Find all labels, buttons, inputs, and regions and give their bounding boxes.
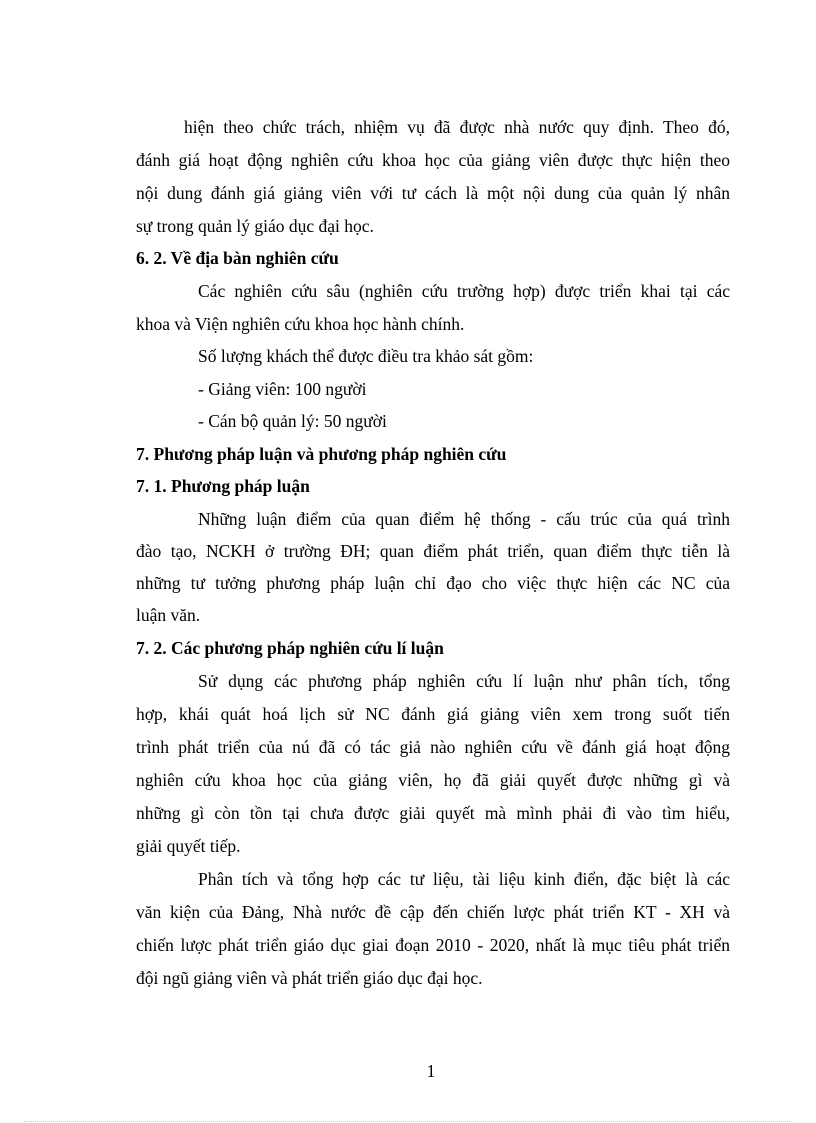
paragraph-line: luận văn. (136, 605, 201, 625)
paragraph-line: Các nghiên cứu sâu (nghiên cứu trường hợp) được triển khai tại các (198, 281, 730, 301)
paragraph-line: trình phát triển của nú đã có tác giả nào nghiên cứu về đánh giá hoạt động (136, 737, 730, 757)
paragraph-line: Những luận điểm của quan điểm hệ thống - cấu trúc của quá trình (198, 509, 730, 529)
paragraph-line: sự trong quản lý giáo dục đại học. (136, 216, 374, 236)
page-number: 1 (426, 1061, 436, 1081)
paragraph-line: đánh giá hoạt động nghiên cứu khoa học của giảng viên được thực hiện theo (136, 150, 730, 170)
section-heading-7-1: 7. 1. Phương pháp luận (136, 476, 310, 496)
section-heading-7: 7. Phương pháp luận và phương pháp nghiên cứu (136, 444, 507, 464)
paragraph-line: đội ngũ giảng viên và phát triển giáo dục đại học. (136, 968, 483, 988)
paragraph-line: những tư tưởng phương pháp luận chỉ đạo cho việc thực hiện các NC của (136, 573, 730, 593)
paragraph-line: những gì còn tồn tại chưa được giải quyết mà mình phải đi vào tìm hiểu, (136, 803, 730, 823)
paragraph-line: hiện theo chức trách, nhiệm vụ đã được nhà nước quy định. Theo đó, (184, 117, 730, 137)
paragraph-line: chiến lược phát triển giáo dục giai đoạn 2010 - 2020, nhất là mục tiêu phát triển (136, 935, 730, 955)
paragraph-line: văn kiện của Đảng, Nhà nước đề cập đến chiến lược phát triển KT - XH và (136, 902, 730, 922)
paragraph-line: hợp, khái quát hoá lịch sử NC đánh giá giảng viên xem trong suốt tiến (136, 704, 730, 724)
list-item: - Cán bộ quản lý: 50 người (198, 411, 387, 431)
paragraph-line: Sử dụng các phương pháp nghiên cứu lí luận như phân tích, tổng (198, 671, 730, 691)
page-divider (24, 1121, 792, 1122)
paragraph-line: nghiên cứu khoa học của giảng viên, họ đã giải quyết được những gì và (136, 770, 730, 790)
section-heading-7-2: 7. 2. Các phương pháp nghiên cứu lí luận (136, 638, 444, 658)
paragraph-line: nội dung đánh giá giảng viên với tư cách là một nội dung của quản lý nhân (136, 183, 730, 203)
section-heading-6-2: 6. 2. Về địa bàn nghiên cứu (136, 248, 339, 268)
list-item: - Giảng viên: 100 người (198, 379, 367, 399)
paragraph-line: Phân tích và tổng hợp các tư liệu, tài liệu kinh điển, đặc biệt là các (198, 869, 730, 889)
paragraph-line: giải quyết tiếp. (136, 836, 241, 856)
paragraph-line: khoa và Viện nghiên cứu khoa học hành chính. (136, 314, 465, 334)
paragraph-line: đào tạo, NCKH ở trường ĐH; quan điểm phát triển, quan điểm thực tiễn là (136, 541, 730, 561)
survey-intro: Số lượng khách thể được điều tra khảo sát gồm: (198, 346, 534, 366)
